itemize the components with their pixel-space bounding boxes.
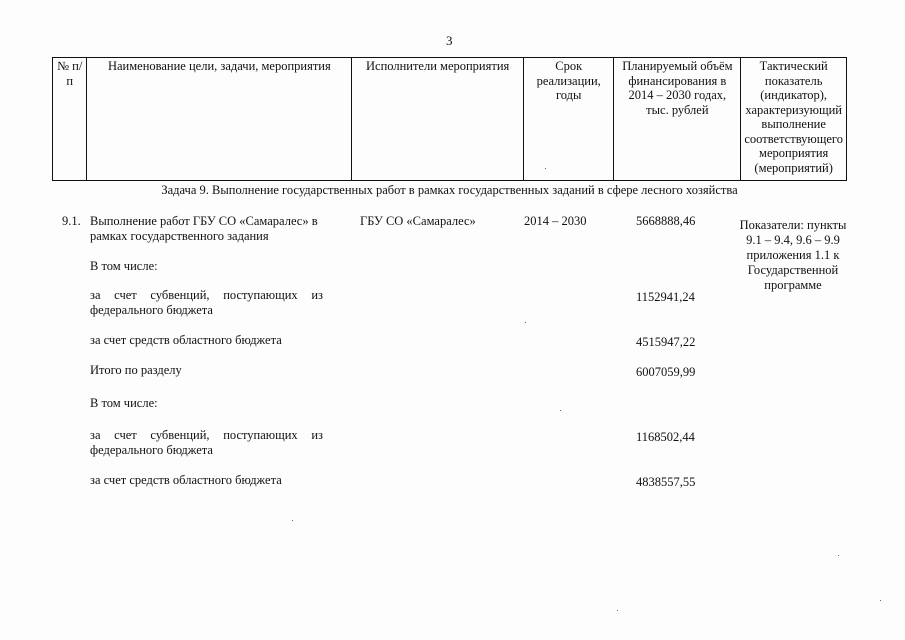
row-amount: 1152941,24 <box>636 290 695 304</box>
header-funding: Планируемый объём финансирования в 2014 – 2030 годах, тыс. рублей <box>614 58 741 181</box>
header-term: Срок реализации, годы <box>524 58 614 181</box>
row-label: за счет средств областного бюджета <box>90 473 282 487</box>
row-label: за счет субвенций, поступающих из федерального бюджета <box>90 428 323 457</box>
row-label: В том числе: <box>90 259 158 273</box>
row-amount: 4838557,55 <box>636 475 696 489</box>
header-name: Наименование цели, задачи, мероприятия <box>87 58 352 181</box>
row-label: Итого по разделу <box>90 363 182 377</box>
header-indicator: Тактический показатель (индикатор), характеризующий выполнение соответствующего мероприятия (мероприятий) <box>741 58 847 181</box>
row-amount: 6007059,99 <box>636 365 696 379</box>
scan-speck <box>560 410 561 411</box>
row-label: В том числе: <box>90 396 158 410</box>
page-number: 3 <box>446 33 453 48</box>
row-label: за счет средств областного бюджета <box>90 333 282 347</box>
header-executors: Исполнители мероприятия <box>352 58 524 181</box>
task-title: Задача 9. Выполнение государственных работ в рамках государственных заданий в сфере лесного хозяйства <box>161 183 738 197</box>
scan-speck <box>838 555 839 556</box>
table-header <box>52 57 847 181</box>
item-indicator: Показатели: пункты 9.1 – 9.4, 9.6 – 9.9 приложения 1.1 к Государственной программе <box>739 218 847 292</box>
row-amount: 4515947,22 <box>636 335 696 349</box>
row-label: за счет субвенций, поступающих из федерального бюджета <box>90 288 323 317</box>
item-name: Выполнение работ ГБУ СО «Самаралес» в рамках государственного задания <box>90 214 318 243</box>
header-number: № п/п <box>53 58 87 181</box>
scan-speck <box>525 322 526 323</box>
scan-speck <box>292 520 293 521</box>
item-executor: ГБУ СО «Самаралес» <box>360 214 476 228</box>
scan-speck <box>617 610 618 611</box>
scan-speck <box>880 600 881 601</box>
scan-speck <box>545 168 546 169</box>
item-amount: 5668888,46 <box>636 214 696 228</box>
item-number: 9.1. <box>62 214 81 228</box>
row-amount: 1168502,44 <box>636 430 695 444</box>
item-term: 2014 – 2030 <box>524 214 587 228</box>
